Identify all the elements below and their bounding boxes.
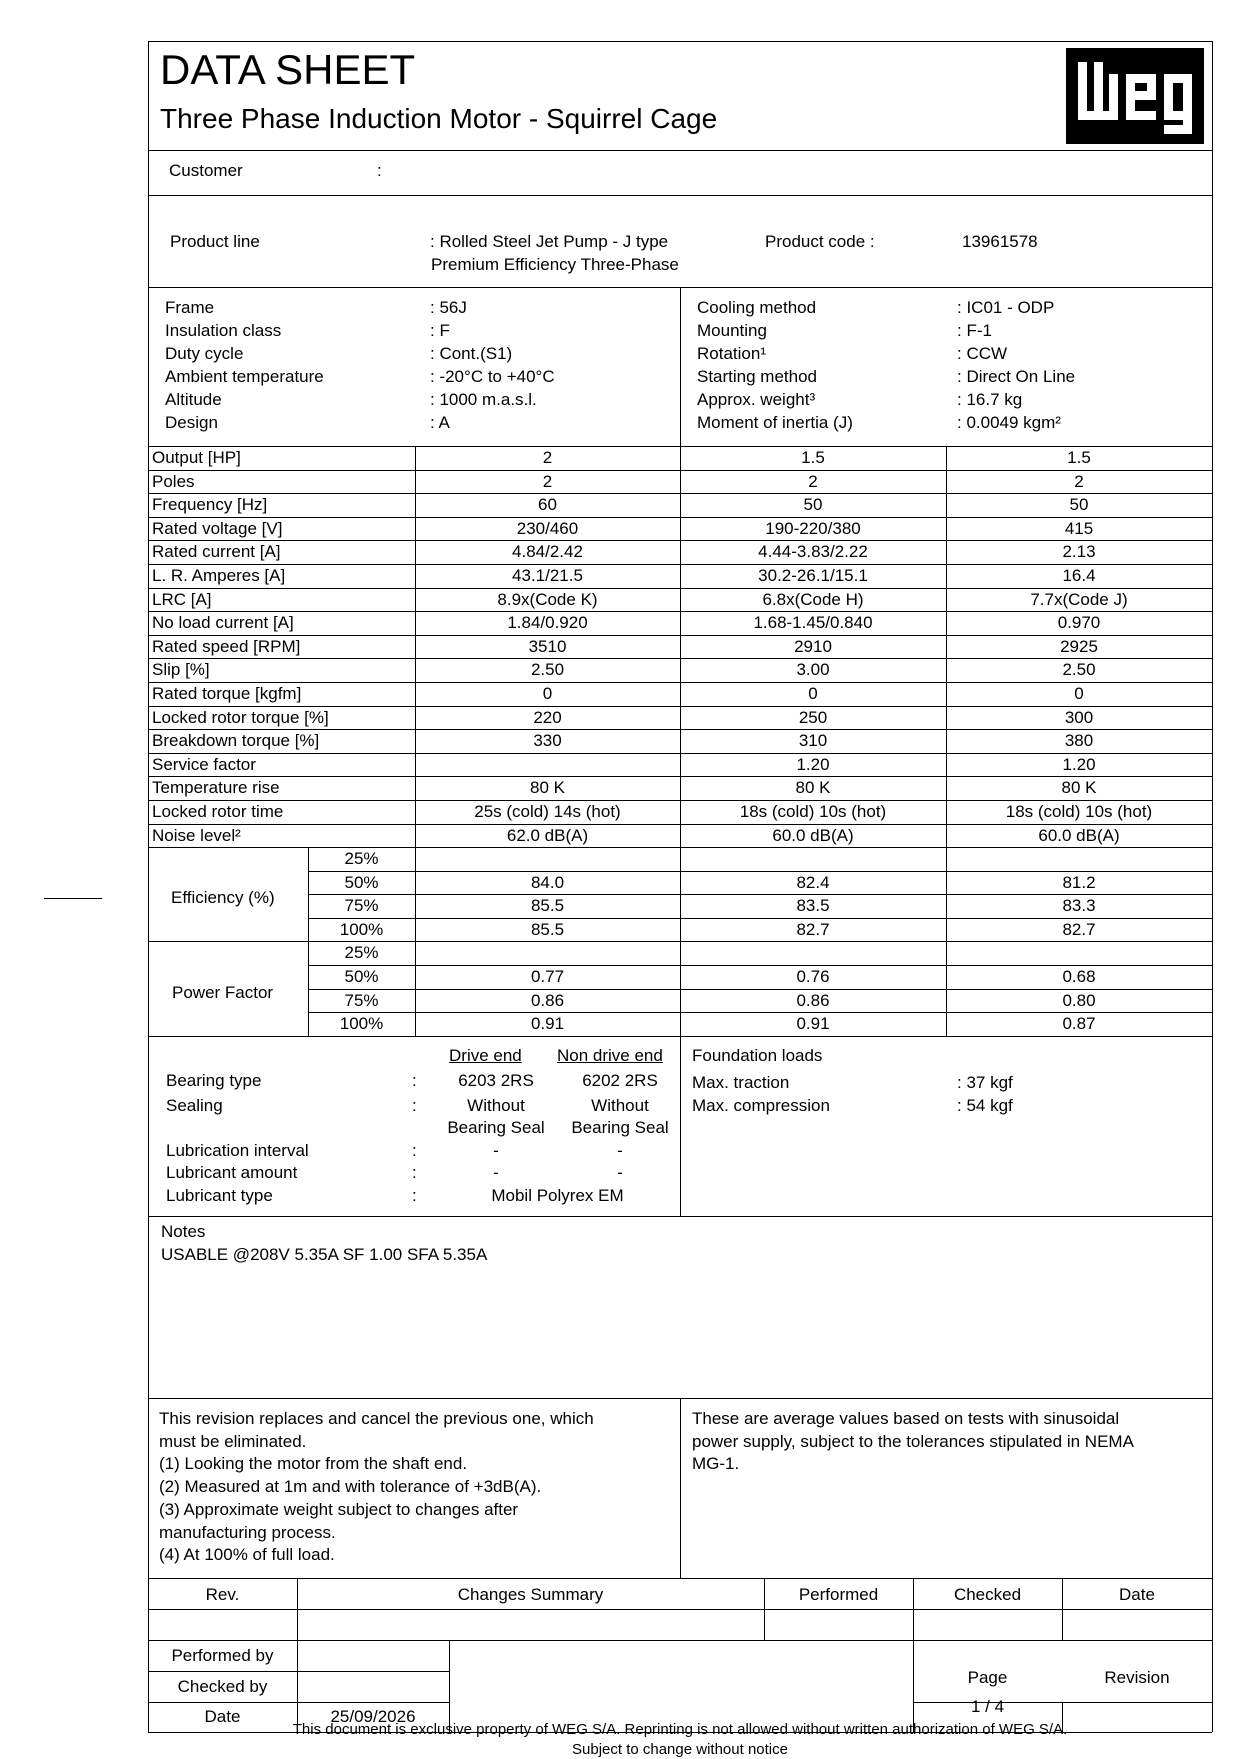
footnote-line: (3) Approximate weight subject to changes after — [159, 1499, 519, 1519]
rule-line — [308, 918, 1212, 919]
rule-line — [148, 1609, 1212, 1610]
row-label: Service factor — [152, 755, 256, 774]
table-cell: 82.4 — [796, 873, 830, 892]
page-subtitle: Three Phase Induction Motor - Squirrel Cage — [160, 103, 718, 134]
bearing-value: Without — [591, 1096, 649, 1115]
table-cell: 50 — [1069, 495, 1089, 514]
product-line-label: Product line — [170, 232, 260, 251]
bearing-label: Lubrication interval — [166, 1141, 309, 1160]
spec-value: : F-1 — [957, 321, 992, 340]
rule-line — [308, 894, 1212, 895]
row-label: Output [HP] — [152, 448, 241, 467]
customer-label: Customer — [169, 161, 243, 180]
max-compression-value: : 54 kgf — [957, 1096, 1013, 1115]
load-label: 50% — [344, 967, 379, 986]
product-code-value: 13961578 — [962, 232, 1038, 251]
weg-logo — [1066, 48, 1204, 144]
load-label: 100% — [339, 1014, 384, 1033]
bearing-value: Bearing Seal — [571, 1118, 669, 1137]
footer-notice: Subject to change without notice — [572, 1741, 788, 1758]
table-cell: 85.5 — [530, 920, 565, 939]
footnote-line: (2) Measured at 1m and with tolerance of +3dB(A). — [159, 1477, 542, 1497]
rule-line — [148, 41, 1212, 42]
load-label: 25% — [344, 849, 379, 868]
table-cell: 82.7 — [796, 920, 830, 939]
table-cell: 1.84/0.920 — [507, 613, 588, 632]
table-cell: 0.80 — [1062, 991, 1096, 1010]
rule-line — [148, 195, 1212, 196]
table-cell: 2 — [808, 472, 818, 491]
table-cell: 310 — [798, 731, 828, 750]
table-cell: 2.13 — [1062, 542, 1096, 561]
rule-line — [148, 1216, 1212, 1217]
table-cell: 2 — [542, 472, 553, 491]
row-label: Temperature rise — [152, 778, 280, 797]
row-label: Locked rotor torque [%] — [152, 708, 329, 727]
table-cell: 0.91 — [796, 1014, 830, 1033]
row-label: Rated current [A] — [152, 542, 281, 561]
bearing-value: 6202 2RS — [582, 1071, 658, 1090]
rule-line — [449, 1640, 450, 1732]
table-cell: 220 — [533, 708, 562, 727]
table-cell: 0.68 — [1062, 967, 1096, 986]
footnote-line: These are average values based on tests with sinusoidal — [692, 1409, 1120, 1428]
table-cell: 81.2 — [1062, 873, 1096, 892]
table-cell: 30.2-26.1/15.1 — [758, 566, 868, 585]
bearing-label: Lubricant type — [166, 1186, 273, 1205]
performed-by-label: Performed by — [171, 1646, 274, 1665]
spec-value: : IC01 - ODP — [957, 298, 1055, 317]
bearing-value: Without — [467, 1096, 525, 1115]
table-cell: 2925 — [1060, 637, 1098, 656]
notes-text: USABLE @208V 5.35A SF 1.00 SFA 5.35A — [161, 1245, 488, 1264]
table-cell: 16.4 — [1062, 566, 1096, 585]
row-label: Locked rotor time — [152, 802, 284, 821]
rule-line — [148, 1578, 1212, 1579]
bearing-label: Lubricant amount — [166, 1163, 298, 1182]
table-cell: 50 — [803, 495, 823, 514]
performed-header: Performed — [798, 1585, 879, 1604]
table-cell: 0 — [1074, 684, 1084, 703]
table-cell: 330 — [533, 731, 562, 750]
checked-header: Checked — [953, 1585, 1022, 1604]
bearing-value: Mobil Polyrex EM — [491, 1186, 624, 1205]
load-label: 50% — [344, 873, 379, 892]
bearing-value: - — [493, 1141, 499, 1160]
table-cell: 4.44-3.83/2.22 — [758, 542, 868, 561]
spec-label: Starting method — [697, 367, 818, 386]
spec-label: Cooling method — [697, 298, 817, 317]
table-cell: 80 K — [530, 778, 565, 797]
date-label: Date — [204, 1707, 241, 1726]
bearing-value: - — [617, 1163, 623, 1182]
bearing-colon: : — [412, 1186, 417, 1205]
table-cell: 0.77 — [530, 967, 565, 986]
rule-line — [1212, 41, 1213, 1732]
table-cell: 0.76 — [796, 967, 830, 986]
row-label: LRC [A] — [152, 590, 212, 609]
footer-copyright: This document is exclusive property of WEG S/A. Reprinting is not allowed without written authorization of WEG S/A. — [292, 1721, 1068, 1738]
table-cell: 1.5 — [801, 448, 825, 467]
customer-colon: : — [377, 161, 382, 180]
max-traction-label: Max. traction — [692, 1073, 790, 1092]
table-cell: 43.1/21.5 — [512, 566, 583, 585]
table-cell: 8.9x(Code K) — [497, 590, 598, 609]
table-cell: 83.3 — [1062, 896, 1096, 915]
rule-line — [308, 989, 1212, 990]
rule-line — [680, 287, 681, 446]
table-cell: 60.0 dB(A) — [772, 826, 854, 845]
date-header: Date — [1119, 1585, 1155, 1604]
table-cell: 190-220/380 — [765, 519, 861, 538]
spec-label: Mounting — [697, 321, 767, 340]
spec-label: Duty cycle — [165, 344, 244, 363]
footnote-line: MG-1. — [692, 1454, 740, 1474]
table-cell: 1.68-1.45/0.840 — [753, 613, 873, 632]
row-label: Poles — [152, 472, 195, 491]
rule-line — [148, 1671, 449, 1672]
bearing-colon: : — [412, 1141, 417, 1160]
spec-value: : 1000 m.a.s.l. — [430, 390, 537, 409]
bearing-value: 6203 2RS — [458, 1071, 534, 1090]
table-cell: 2 — [1074, 472, 1084, 491]
table-cell: 230/460 — [516, 519, 579, 538]
foundation-title: Foundation loads — [692, 1046, 823, 1065]
non-drive-end-header: Non drive end — [557, 1046, 663, 1065]
changes-summary-header: Changes Summary — [457, 1585, 604, 1604]
table-cell: 85.5 — [530, 896, 565, 915]
table-cell: 25s (cold) 14s (hot) — [474, 802, 621, 821]
spec-value: : 56J — [430, 298, 467, 317]
drive-end-header: Drive end — [449, 1046, 522, 1065]
table-cell: 0.86 — [796, 991, 830, 1010]
row-label: Frequency [Hz] — [152, 495, 268, 514]
page-value: 1 / 4 — [970, 1697, 1005, 1716]
spec-label: Approx. weight³ — [697, 390, 816, 409]
table-cell: 60.0 dB(A) — [1038, 826, 1120, 845]
row-label: Breakdown torque [%] — [152, 731, 320, 750]
spec-value: : Cont.(S1) — [430, 344, 513, 363]
table-cell: 60 — [538, 495, 557, 514]
rule-line — [148, 1640, 1212, 1641]
rule-line — [148, 150, 1212, 151]
spec-value: : 0.0049 kgm² — [957, 413, 1061, 432]
bearing-colon: : — [412, 1163, 417, 1182]
footnote-line: manufacturing process. — [159, 1522, 336, 1542]
table-cell: 300 — [1064, 708, 1094, 727]
table-cell: 2.50 — [530, 660, 565, 679]
spec-value: : 16.7 kg — [957, 390, 1023, 409]
table-cell: 83.5 — [796, 896, 830, 915]
load-label: 100% — [339, 920, 384, 939]
row-label: L. R. Amperes [A] — [152, 566, 286, 585]
bearing-colon: : — [412, 1071, 417, 1090]
rule-line — [680, 1036, 681, 1216]
row-label: Rated speed [RPM] — [152, 637, 301, 656]
table-cell: 18s (cold) 10s (hot) — [1005, 802, 1153, 821]
rev-header: Rev. — [205, 1585, 240, 1604]
table-cell: 2 — [542, 448, 553, 467]
power-factor-label: Power Factor — [172, 983, 274, 1002]
spec-value: : A — [430, 413, 450, 432]
table-cell: 6.8x(Code H) — [762, 590, 864, 609]
table-cell: 380 — [1064, 731, 1094, 750]
spec-value: : -20°C to +40°C — [430, 367, 555, 386]
table-cell: 250 — [798, 708, 828, 727]
table-cell: 2.50 — [1062, 660, 1096, 679]
footnote-line: (1) Looking the motor from the shaft end. — [159, 1454, 468, 1474]
rule-line — [308, 965, 1212, 966]
product-line-value-2: Premium Efficiency Three-Phase — [431, 255, 679, 274]
table-cell: 7.7x(Code J) — [1030, 590, 1128, 609]
bearing-label: Bearing type — [166, 1071, 262, 1090]
table-cell: 415 — [1064, 519, 1094, 538]
page-title: DATA SHEET — [160, 46, 416, 93]
bearing-label: Sealing — [166, 1096, 223, 1115]
table-cell: 82.7 — [1062, 920, 1096, 939]
footnote-line: (4) At 100% of full load. — [159, 1545, 335, 1565]
rule-line — [308, 1012, 1212, 1013]
margin-mark — [44, 898, 102, 899]
revision-label: Revision — [1104, 1668, 1170, 1687]
table-cell: 4.84/2.42 — [512, 542, 583, 561]
spec-label: Design — [165, 413, 218, 432]
spec-value: : Direct On Line — [957, 367, 1076, 386]
footnote-line: This revision replaces and cancel the previous one, which — [159, 1409, 594, 1428]
footnote-line: must be eliminated. — [159, 1431, 307, 1451]
table-cell: 18s (cold) 10s (hot) — [739, 802, 887, 821]
table-cell: 1.20 — [796, 755, 830, 774]
table-cell: 0.87 — [1062, 1014, 1096, 1033]
spec-value: : CCW — [957, 344, 1008, 363]
spec-label: Altitude — [165, 390, 222, 409]
spec-label: Frame — [165, 298, 215, 317]
table-cell: 0.86 — [530, 991, 565, 1010]
row-label: No load current [A] — [152, 613, 294, 632]
table-cell: 2910 — [794, 637, 832, 656]
rule-line — [148, 41, 149, 1732]
notes-title: Notes — [161, 1222, 206, 1241]
rule-line — [680, 1398, 681, 1578]
table-cell: 0 — [542, 684, 553, 703]
table-cell: 0.91 — [530, 1014, 565, 1033]
row-label: Rated torque [kgfm] — [152, 684, 302, 703]
spec-label: Moment of inertia (J) — [697, 413, 853, 432]
product-code-label: Product code : — [765, 232, 875, 251]
table-cell: 62.0 dB(A) — [506, 826, 589, 845]
footnote-line: power supply, subject to the tolerances stipulated in NEMA — [692, 1431, 1134, 1451]
load-label: 75% — [344, 991, 379, 1010]
table-cell: 1.20 — [1062, 755, 1096, 774]
table-cell: 3510 — [528, 637, 567, 656]
rule-line — [308, 871, 1212, 872]
table-cell: 3.00 — [796, 660, 830, 679]
spec-label: Insulation class — [165, 321, 282, 340]
bearing-colon: : — [412, 1096, 417, 1115]
spec-label: Rotation¹ — [697, 344, 766, 363]
row-label: Slip [%] — [152, 660, 210, 679]
table-cell: 80 K — [1061, 778, 1097, 797]
checked-by-label: Checked by — [177, 1677, 268, 1696]
table-cell: 0 — [808, 684, 818, 703]
bearing-value: - — [493, 1163, 499, 1182]
date-value: 25/09/2026 — [330, 1707, 416, 1726]
table-cell: 1.5 — [1067, 448, 1091, 467]
spec-label: Ambient temperature — [165, 367, 324, 386]
bearing-value: Bearing Seal — [447, 1118, 545, 1137]
max-traction-value: : 37 kgf — [957, 1073, 1013, 1092]
rule-line — [148, 1702, 449, 1703]
product-line-value: : Rolled Steel Jet Pump - J type — [430, 232, 669, 251]
row-label: Rated voltage [V] — [152, 519, 283, 538]
page-label: Page — [967, 1668, 1008, 1687]
table-cell: 80 K — [795, 778, 831, 797]
load-label: 75% — [344, 896, 379, 915]
spec-value: : F — [430, 321, 450, 340]
bearing-value: - — [617, 1141, 623, 1160]
max-compression-label: Max. compression — [692, 1096, 830, 1115]
row-label: Noise level² — [152, 826, 241, 845]
table-cell: 84.0 — [530, 873, 565, 892]
load-label: 25% — [344, 943, 379, 962]
efficiency-label: Efficiency (%) — [171, 888, 275, 907]
table-cell: 0.970 — [1057, 613, 1101, 632]
